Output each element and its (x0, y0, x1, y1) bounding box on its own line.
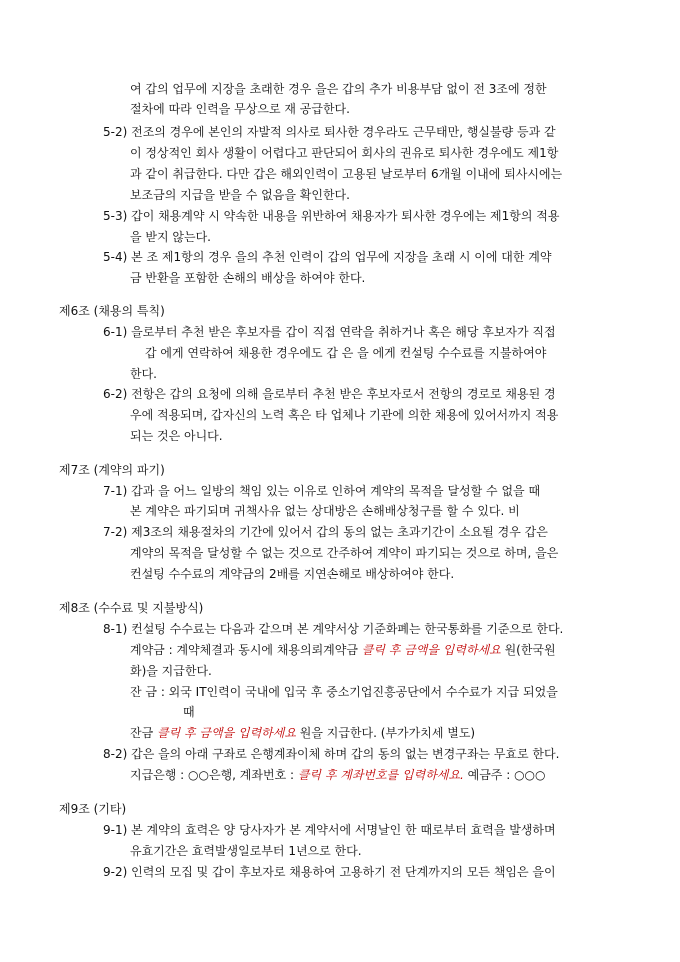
clause-6-1-line-1: 6-1) 을로부터 추천 받은 후보자를 갑이 직접 연락을 취하거나 혹은 해당 후보자가 직접 (103, 325, 556, 339)
balance-line-3 (130, 725, 475, 741)
article-9-title: 제9조 (기타) (59, 802, 127, 816)
clause-5-4-line-2: 금 반환을 포함한 손해의 배상을 하여야 한다. (130, 271, 366, 285)
clause-9-2-line-1: 9-2) 인력의 모집 및 갑이 후보자로 채용하여 고용하기 전 단계까지의 모든 책임은 을이 (103, 865, 556, 879)
deposit-line (130, 642, 556, 658)
balance-line-1: 잔 금 : 외국 IT인력이 국내에 입국 후 중소기업진흥공단에서 수수료가 지급 되었을 (130, 685, 558, 699)
clause-6-1-line-3: 한다. (130, 367, 157, 381)
clause-7-2-line-3: 컨설팅 수수료의 계약금의 2배를 지연손해로 배상하여야 한다. (130, 567, 455, 581)
article-6-title: 제6조 (채용의 특칙) (59, 304, 165, 318)
bank-label: 지급은행 : ○○은행, 계좌번호 : (130, 768, 298, 782)
intro-line-1: 여 갑의 업무에 지장을 초래한 경우 을은 갑의 추가 비용부담 없이 전 3조에 정한 (130, 82, 547, 96)
bank-line (130, 767, 546, 783)
intro-line-2: 절차에 따라 인력을 무상으로 재 공급한다. (130, 102, 350, 116)
deposit-unit: 원(한국원 (500, 643, 556, 657)
clause-9-1-line-2: 유효기간은 효력발생일로부터 1년으로 한다. (130, 844, 362, 858)
clause-7-1-line-1: 7-1) 갑과 을 어느 일방의 책임 있는 이유로 인하여 계약의 목적을 달성할 수 없을 때 (103, 484, 541, 498)
clause-8-2-line-1: 8-2) 갑은 을의 아래 구좌로 은행계좌이체 하며 갑의 동의 없는 변경구좌는 무효로 한다. (103, 747, 560, 761)
clause-5-4-line-1: 5-4) 본 조 제1항의 경우 을의 추천 인력이 갑의 업무에 지장을 초래 시 이에 대한 계약 (103, 250, 552, 264)
clause-5-3-line-2: 을 받지 않는다. (130, 230, 211, 244)
clause-7-1-line-2: 본 계약은 파기되며 귀책사유 없는 상대방은 손해배상청구를 할 수 있다. 비 (130, 504, 520, 518)
clause-8-1-line-1: 8-1) 컨설팅 수수료는 다음과 같으며 본 계약서상 기준화폐는 한국통화를 기준으로 한다. (103, 622, 564, 636)
clause-6-2-line-3: 되는 것은 아니다. (130, 429, 223, 443)
clause-6-2-line-1: 6-2) 전항은 갑의 요청에 의해 을로부터 추천 받은 후보자로서 전항의 경로로 채용된 경 (103, 387, 556, 401)
balance-line-2: 때 (183, 705, 195, 719)
article-8-title: 제8조 (수수료 및 지불방식) (59, 601, 204, 615)
clause-5-2-line-2: 이 정상적인 회사 생활이 어렵다고 판단되어 회사의 권유로 퇴사한 경우에도 제1항 (130, 146, 559, 160)
balance-amount-field[interactable]: 클릭 후 금액을 입력하세요 (157, 726, 296, 740)
article-7-title: 제7조 (계약의 파기) (59, 463, 165, 477)
account-holder: 예금주 : ○○○ (463, 768, 546, 782)
balance-label: 잔금 (130, 726, 157, 740)
deposit-amount-field[interactable]: 클릭 후 금액을 입력하세요 (361, 643, 501, 657)
clause-5-2-line-4: 보조금의 지급을 받을 수 없음을 확인한다. (130, 188, 350, 202)
clause-5-2-line-3: 과 같이 취급한다. 다만 갑은 해외인력이 고용된 날로부터 6개월 이내에 퇴사시에는 (130, 167, 563, 181)
clause-7-2-line-2: 계약의 목적을 달성할 수 없는 것으로 간주하여 계약이 파기되는 것으로 하며, 을은 (130, 546, 559, 560)
clause-6-2-line-2: 우에 적용되며, 갑자신의 노력 혹은 타 업체나 기관에 의한 채용에 있어서까지 적용 (130, 408, 559, 422)
balance-unit: 원을 지급한다. (부가가치세 별도) (295, 726, 476, 740)
clause-5-3-line-1: 5-3) 갑이 채용계약 시 약속한 내용을 위반하여 채용자가 퇴사한 경우에는 제1항의 적용 (103, 209, 560, 223)
clause-7-2-line-1: 7-2) 제3조의 채용절차의 기간에 있어서 갑의 동의 없는 초과기간이 소요될 경우 갑은 (103, 525, 548, 539)
account-number-field[interactable]: 클릭 후 계좌번호를 입력하세요. (297, 768, 464, 782)
clause-9-1-line-1: 9-1) 본 계약의 효력은 양 당사자가 본 계약서에 서명날인 한 때로부터 효력을 발생하며 (103, 823, 556, 837)
deposit-label: 계약금 : 계약체결과 동시에 채용의뢰계약금 (130, 643, 362, 657)
clause-6-1-line-2: 갑 에게 연락하여 채용한 경우에도 갑 은 을 에게 컨설팅 수수료를 지불하여야 (145, 346, 547, 360)
clause-5-2-line-1: 5-2) 전조의 경우에 본인의 자발적 의사로 퇴사한 경우라도 근무태만, 행실불량 등과 같 (103, 125, 556, 139)
deposit-line-2: 화)을 지급한다. (130, 664, 212, 678)
